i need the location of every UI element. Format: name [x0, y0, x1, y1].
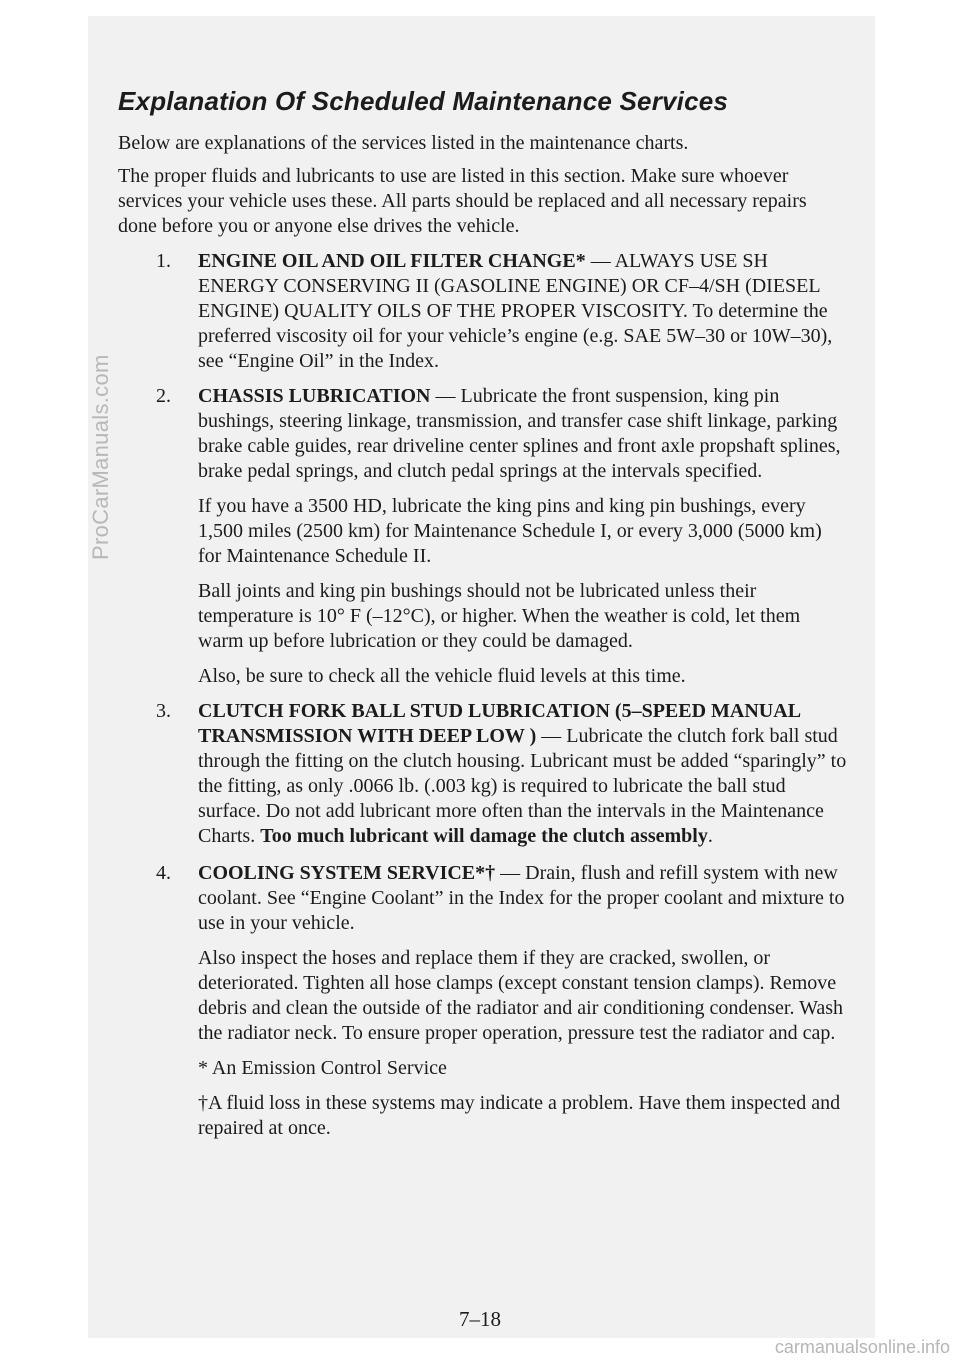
item-subparagraph: Also, be sure to check all the vehicle fluid levels at this time.	[198, 665, 686, 687]
item-subparagraph: If you have a 3500 HD, lubricate the king pins and king pin bushings, every 1,500 miles (2500 km) for Maintenance Schedule I, or every 3,000 (5000 km) for Maintenance Schedule II.	[198, 495, 822, 567]
item-text: — ALWAYS USE SH ENERGY CONSERVING II (GASOLINE ENGINE) OR CF–4/SH (DIESEL ENGINE) QUALITY OILS OF THE PROPER VISCOSITY. To determine the preferred viscosity oil for your vehicle’s engine (e.g. SAE 5W–30 or 10W–30), see “Engine Oil” in the Index.	[198, 250, 833, 372]
item-warning: Too much lubricant will damage the clutch assembly	[260, 825, 708, 847]
item-paragraph	[198, 249, 848, 374]
intro-paragraph-2: The proper fluids and lubricants to use are listed in this section. Make sure whoever services your vehicle uses these. All parts should be replaced and all necessary repairs done before you or anyone else drives the vehicle.	[118, 165, 807, 237]
item-paragraph	[198, 699, 848, 849]
footnote-emission: * An Emission Control Service	[198, 1057, 447, 1079]
item-heading: ENGINE OIL AND OIL FILTER CHANGE*	[198, 250, 586, 272]
item-subparagraph: Also inspect the hoses and replace them if they are cracked, swollen, or deteriorated. Tighten all hose clamps (except constant tension clamps). Remove debris and clean the outside of the radiator and air conditioning condenser. Wash the radiator neck. To ensure proper operation, pressure test the radiator and cap.	[198, 947, 844, 1044]
item-subparagraph: Ball joints and king pin bushings should not be lubricated unless their temperature is 10° F (–12°C), or higher. When the weather is cold, let them warm up before lubrication or they could be damaged.	[198, 580, 801, 652]
item-number: 3.	[156, 700, 171, 722]
page-number: 7–18	[459, 1307, 501, 1331]
page-title: Explanation Of Scheduled Maintenance Services	[118, 86, 729, 116]
side-watermark: ProCarManuals.com	[88, 354, 113, 560]
item-number: 2.	[156, 385, 171, 407]
item-text: — Lubricate the front suspension, king pin bushings, steering linkage, transmission, and transfer case shift linkage, parking brake cable guides, rear driveline center splines and front axle propshaft splines, brake pedal springs, and clutch pedal springs at the intervals specified.	[198, 385, 841, 482]
item-heading: COOLING SYSTEM SERVICE*†	[198, 862, 496, 884]
footnote-fluid-loss: †A fluid loss in these systems may indicate a problem. Have them inspected and repaired at once.	[198, 1092, 841, 1139]
document-body	[118, 86, 848, 1151]
item-heading: CLUTCH FORK BALL STUD LUBRICATION (5–SPEED MANUAL TRANSMISSION WITH DEEP LOW )	[198, 700, 800, 747]
item-trail: .	[707, 825, 713, 847]
item-paragraph	[198, 384, 848, 484]
item-paragraph	[198, 861, 848, 936]
maintenance-item-1	[118, 249, 848, 374]
footer-watermark: carmanualsonline.info	[774, 1337, 950, 1357]
maintenance-item-4	[118, 861, 848, 1141]
maintenance-item-3	[118, 699, 848, 849]
item-number: 1.	[156, 250, 171, 272]
item-text: — Lubricate the clutch fork ball stud through the fitting on the clutch housing. Lubricant must be added “sparingly” to the fitting, as only .0066 lb. (.003 kg) is required to lubricate the ball stud surface. Do not add lubricant more often than the intervals in the Maintenance Charts.	[198, 725, 847, 847]
item-number: 4.	[156, 862, 171, 884]
item-heading: CHASSIS LUBRICATION	[198, 385, 431, 407]
item-text: — Drain, flush and refill system with new coolant. See “Engine Coolant” in the Index for the proper coolant and mixture to use in your vehicle.	[198, 862, 845, 934]
intro-paragraph-1: Below are explanations of the services listed in the maintenance charts.	[118, 132, 689, 154]
maintenance-item-2	[118, 384, 848, 689]
